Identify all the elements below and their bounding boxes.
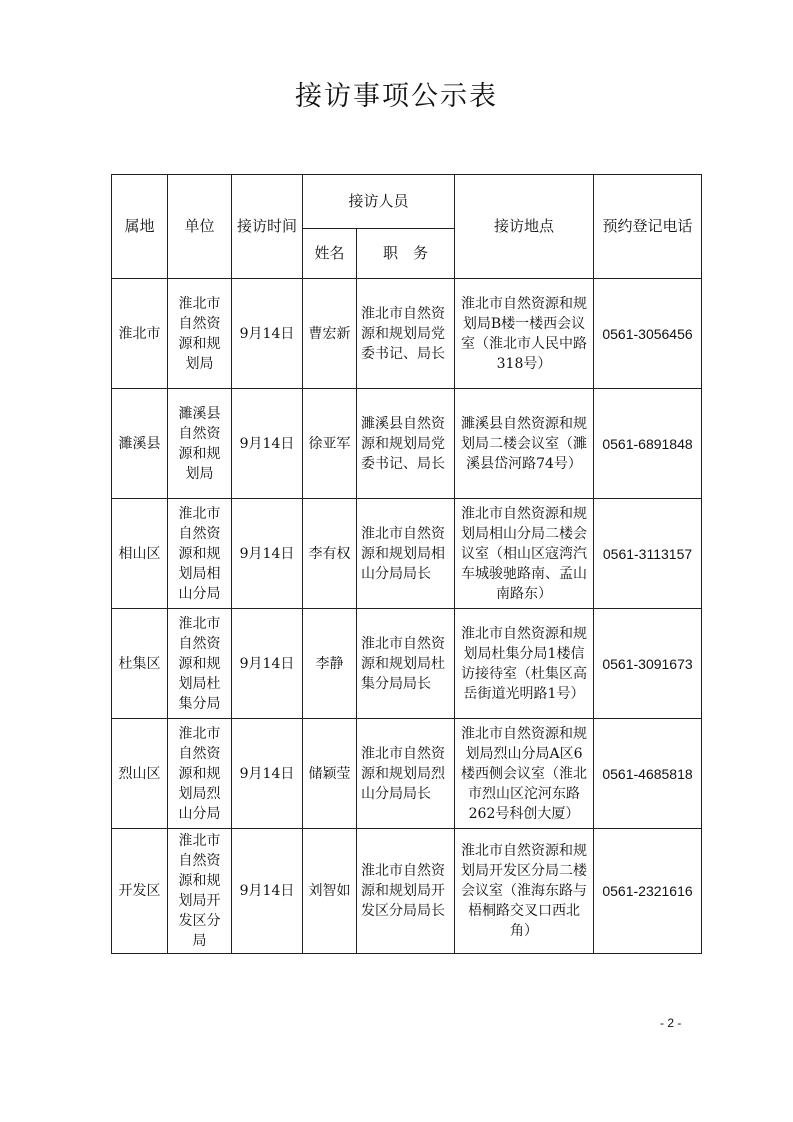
table-row xyxy=(112,719,702,829)
unit-cell: 淮北市自然资源和规划局杜集分局 xyxy=(168,609,232,719)
position-cell: 淮北市自然资源和规划局党委书记、局长 xyxy=(357,279,455,389)
unit-cell: 淮北市自然资源和规划局相山分局 xyxy=(168,499,232,609)
page-title: 接访事项公示表 xyxy=(295,81,498,112)
header-unit: 单位 xyxy=(168,175,232,279)
region-cell: 烈山区 xyxy=(112,719,168,829)
region-cell: 杜集区 xyxy=(112,609,168,719)
region-cell: 开发区 xyxy=(112,829,168,954)
name-cell: 李静 xyxy=(303,609,357,719)
location-cell: 淮北市自然资源和规划局B楼一楼西会议室（淮北市人民中路318号） xyxy=(455,279,594,389)
unit-cell: 淮北市自然资源和规划局开发区分局 xyxy=(168,829,232,954)
header-location: 接访地点 xyxy=(455,175,594,279)
table-row xyxy=(112,389,702,499)
location-cell: 淮北市自然资源和规划局开发区分局二楼会议室（淮海东路与梧桐路交叉口西北角） xyxy=(455,829,594,954)
name-cell: 储颖莹 xyxy=(303,719,357,829)
time-cell: 9月14日 xyxy=(232,279,303,389)
time-cell: 9月14日 xyxy=(232,829,303,954)
position-cell: 淮北市自然资源和规划局杜集分局局长 xyxy=(357,609,455,719)
name-cell: 刘智如 xyxy=(303,829,357,954)
region-cell: 淮北市 xyxy=(112,279,168,389)
header-row xyxy=(112,175,702,229)
phone-cell: 0561-2321616 xyxy=(594,829,702,954)
unit-cell: 淮北市自然资源和规划局烈山分局 xyxy=(168,719,232,829)
region-cell: 相山区 xyxy=(112,499,168,609)
name-cell: 徐亚军 xyxy=(303,389,357,499)
location-cell: 淮北市自然资源和规划局烈山分局A区6楼西侧会议室（淮北市烈山区沱河东路262号科创大厦） xyxy=(455,719,594,829)
phone-cell: 0561-3091673 xyxy=(594,609,702,719)
table-row xyxy=(112,609,702,719)
position-cell: 淮北市自然资源和规划局开发区分局局长 xyxy=(357,829,455,954)
phone-cell: 0561-3113157 xyxy=(594,499,702,609)
position-cell: 淮北市自然资源和规划局烈山分局局长 xyxy=(357,719,455,829)
phone-cell: 0561-4685818 xyxy=(594,719,702,829)
page-number: - 2 - xyxy=(660,1016,682,1030)
time-cell: 9月14日 xyxy=(232,719,303,829)
region-cell: 濉溪县 xyxy=(112,389,168,499)
position-cell: 濉溪县自然资源和规划局党委书记、局长 xyxy=(357,389,455,499)
phone-cell: 0561-3056456 xyxy=(594,279,702,389)
location-cell: 濉溪县自然资源和规划局二楼会议室（濉溪县岱河路74号） xyxy=(455,389,594,499)
time-cell: 9月14日 xyxy=(232,499,303,609)
header-region: 属地 xyxy=(112,175,168,279)
unit-cell: 濉溪县自然资源和规划局 xyxy=(168,389,232,499)
header-time: 接访时间 xyxy=(232,175,303,279)
header-position: 职 务 xyxy=(357,229,455,279)
table-row xyxy=(112,829,702,954)
name-cell: 曹宏新 xyxy=(303,279,357,389)
position-cell: 淮北市自然资源和规划局相山分局局长 xyxy=(357,499,455,609)
location-cell: 淮北市自然资源和规划局相山分局二楼会议室（相山区寇湾汽车城骏驰路南、孟山南路东） xyxy=(455,499,594,609)
header-phone: 预约登记电话 xyxy=(594,175,702,279)
header-staff: 接访人员 xyxy=(303,175,455,229)
phone-cell: 0561-6891848 xyxy=(594,389,702,499)
name-cell: 李有权 xyxy=(303,499,357,609)
location-cell: 淮北市自然资源和规划局杜集分局1楼信访接待室（杜集区高岳街道光明路1号） xyxy=(455,609,594,719)
table-row xyxy=(112,279,702,389)
header-name: 姓名 xyxy=(303,229,357,279)
unit-cell: 淮北市自然资源和规划局 xyxy=(168,279,232,389)
time-cell: 9月14日 xyxy=(232,389,303,499)
table-row xyxy=(112,499,702,609)
visit-schedule-table xyxy=(111,174,702,954)
time-cell: 9月14日 xyxy=(232,609,303,719)
